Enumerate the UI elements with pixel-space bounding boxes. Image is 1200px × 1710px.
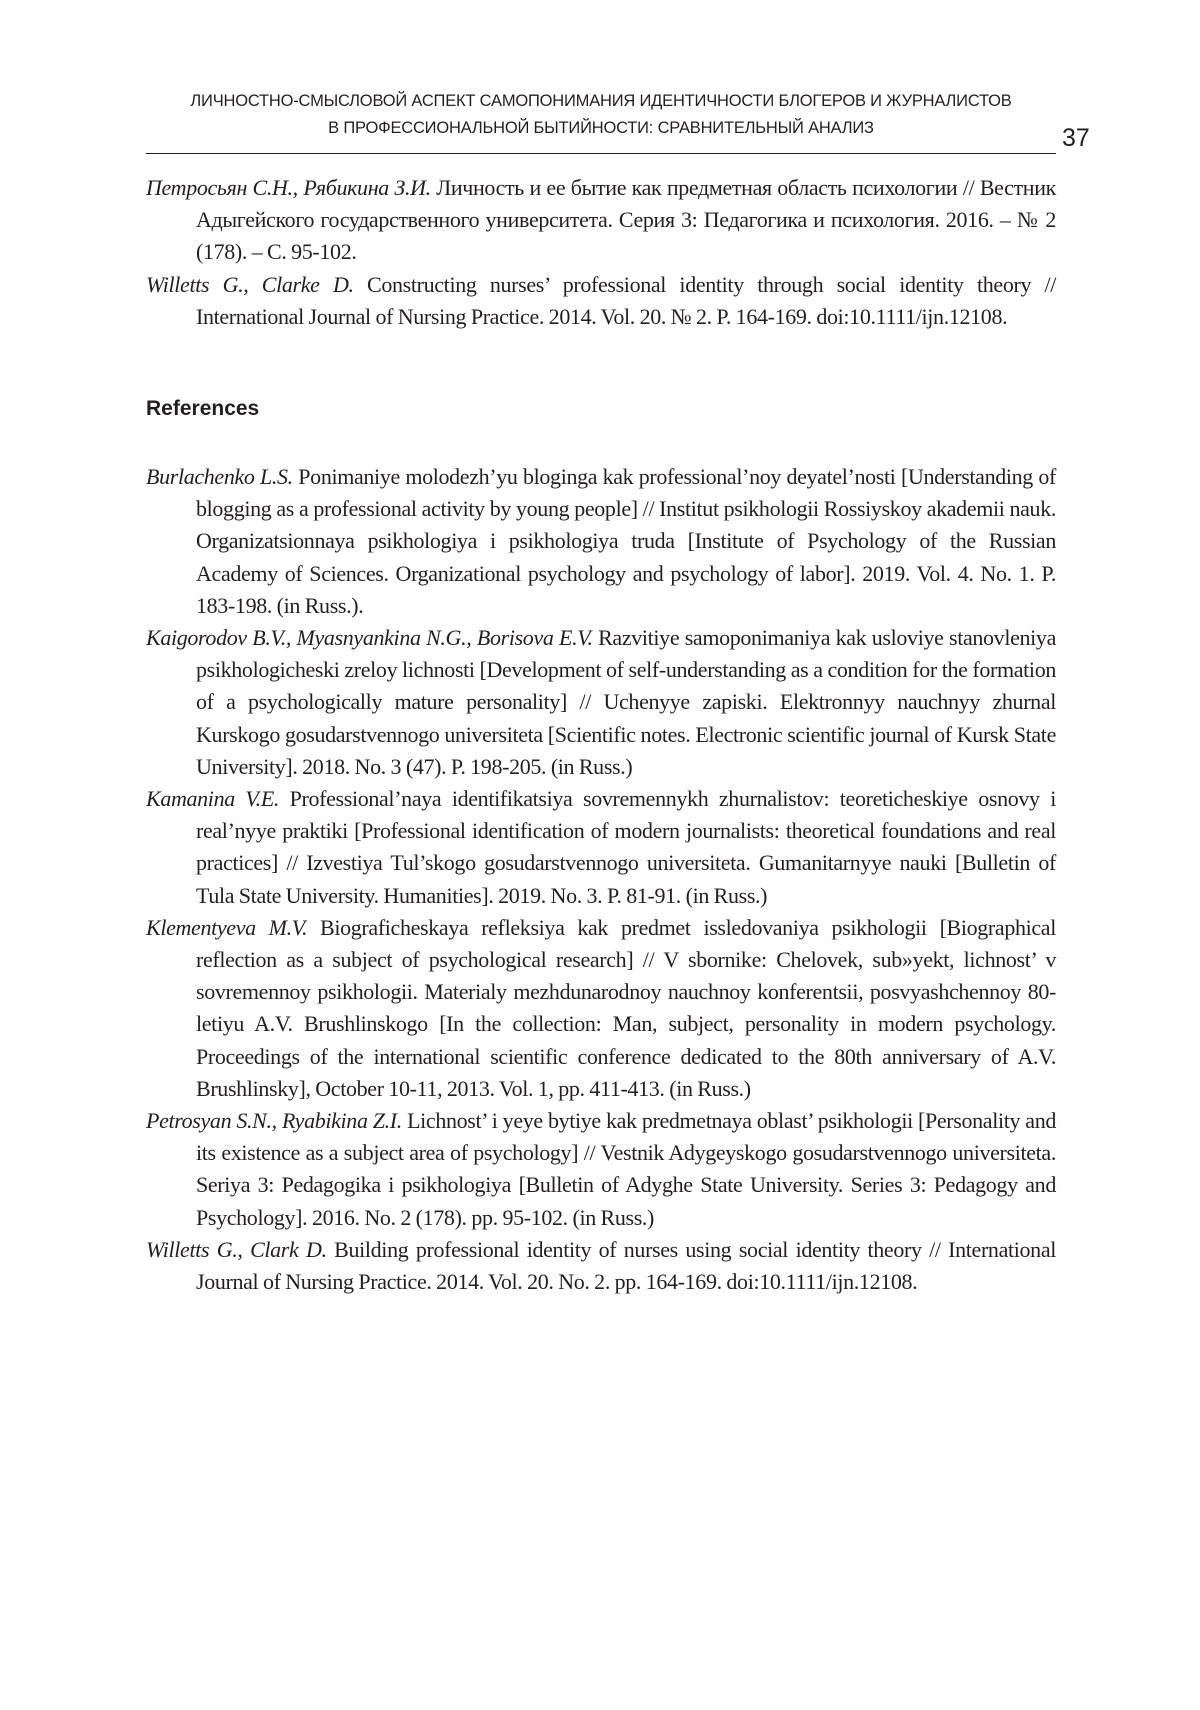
reference-entry [146, 269, 1056, 333]
reference-text: Razvitiye samoponimaniya kak usloviye stanovleniya psikhologicheski zreloy lichnosti [Development of self-understanding as a condition for the formation of a psychologically mature personality] // Uchenyye zapiski. Elektronnyy nauchnyy zhurnal Kurskogo gosudarstvennogo universiteta [Scientific notes. Electronic scientific journal of Kursk State University]. 2018. No. 3 (47). P. 198-205. (in Russ.) [196, 625, 1056, 779]
running-title-line-1: ЛИЧНОСТНО-СМЫСЛОВОЙ АСПЕКТ САМОПОНИМАНИЯ ИДЕНТИЧНОСТИ БЛОГЕРОВ И ЖУРНАЛИСТОВ [190, 92, 1012, 110]
references-heading: References [146, 397, 260, 420]
reference-entry [146, 1234, 1056, 1298]
reference-authors: Klementyeva M.V. [146, 914, 308, 940]
reference-authors: Willetts G., Clark D. [146, 1236, 327, 1262]
reference-entry [146, 783, 1056, 912]
reference-entry [146, 912, 1056, 1105]
reference-authors: Willetts G., Clarke D. [146, 271, 354, 297]
reference-authors: Petrosyan S.N., Ryabikina Z.I. [146, 1108, 402, 1134]
reference-authors: Петросьян С.Н., Рябикина З.И. [146, 175, 431, 200]
reference-authors: Burlachenko L.S. [146, 464, 293, 489]
reference-text: Professional’naya identifikatsiya sovremennykh zhurnalistov: teoreticheskiye osnovy i real’nyye praktiki [Professional identification of modern journalists: theoretical foundations and real practices] // Izvestiya Tul’skogo gosudarstvennogo universiteta. Gumanitarnyye nauki [Bulletin of Tula State University. Humanities]. 2019. No. 3. P. 81-91. (in Russ.) [196, 786, 1057, 908]
reference-text: Biograficheskaya refleksiya kak predmet issledovaniya psikhologii [Biographical reflection as a subject of psychological research] // V sbornike: Chelovek, sub»yekt, lichnost’ v sovremennoy psikhologii. Materialy mezhdunarodnoy nauchnoy konferentsii, posvyashchennoy 80-letiyu A.V. Brushlinskogo [In the collection: Man, subject, personality in modern psychology. Proceedings of the international scientific conference dedicated to the 80th anniversary of A.V. Brushlinsky], October 10-11, 2013. Vol. 1, pp. 411-413. (in Russ.) [196, 914, 1056, 1101]
reference-text: Ponimaniye molodezh’yu bloginga kak professional’noy deyatel’nosti [Understanding of blogging as a professional activity by young people] // Institut psikhologii Rossiyskoy akademii nauk. Organizatsionnaya psikhologiya i psikhologiya truda [Institute of Psychology of the Russian Academy of Sciences. Organizational psychology and psychology of labor]. 2019. Vol. 4. No. 1. P. 183-198. (in Russ.). [196, 464, 1057, 618]
header-rule [146, 153, 1056, 154]
reference-entry [146, 461, 1056, 622]
page-number: 37 [1062, 124, 1090, 152]
references-list [146, 461, 1056, 1298]
reference-text: Building professional identity of nurses using social identity theory // International Journal of Nursing Practice. 2014. Vol. 20. No. 2. pp. 164-169. doi:10.1111/ijn.12108. [196, 1236, 1057, 1295]
reference-text: Constructing nurses’ professional identity through social identity theory // International Journal of Nursing Practice. 2014. Vol. 20. № 2. P. 164-169. doi:10.1111/ijn.12108. [196, 271, 1057, 329]
literature-list-continued [146, 172, 1056, 333]
running-head [146, 88, 1056, 142]
reference-entry [146, 172, 1056, 269]
reference-entry [146, 1105, 1056, 1234]
reference-text: Личность и ее бытие как предметная область психологии // Вестник Адыгейского государственного университета. Серия 3: Педагогика и психология. 2016. – № 2 (178). – С. 95-102. [196, 175, 1056, 265]
running-title-line-2: В ПРОФЕССИОНАЛЬНОЙ БЫТИЙНОСТИ: СРАВНИТЕЛЬНЫЙ АНАЛИЗ [328, 119, 874, 137]
reference-authors: Kaigorodov B.V., Myasnyankina N.G., Borisova E.V. [146, 625, 593, 651]
reference-text: Lichnost’ i yeye bytiye kak predmetnaya oblast’ psikhologii [Personality and its existence as a subject area of psychology] // Vestnik Adygeyskogo gosudarstvennogo universiteta. Seriya 3: Pedagogika i psikhologiya [Bulletin of Adyghe State University. Series 3: Pedagogy and Psychology]. 2016. No. 2 (178). pp. 95-102. (in Russ.) [196, 1108, 1056, 1230]
reference-entry [146, 622, 1056, 783]
reference-authors: Kamanina V.E. [146, 786, 280, 812]
